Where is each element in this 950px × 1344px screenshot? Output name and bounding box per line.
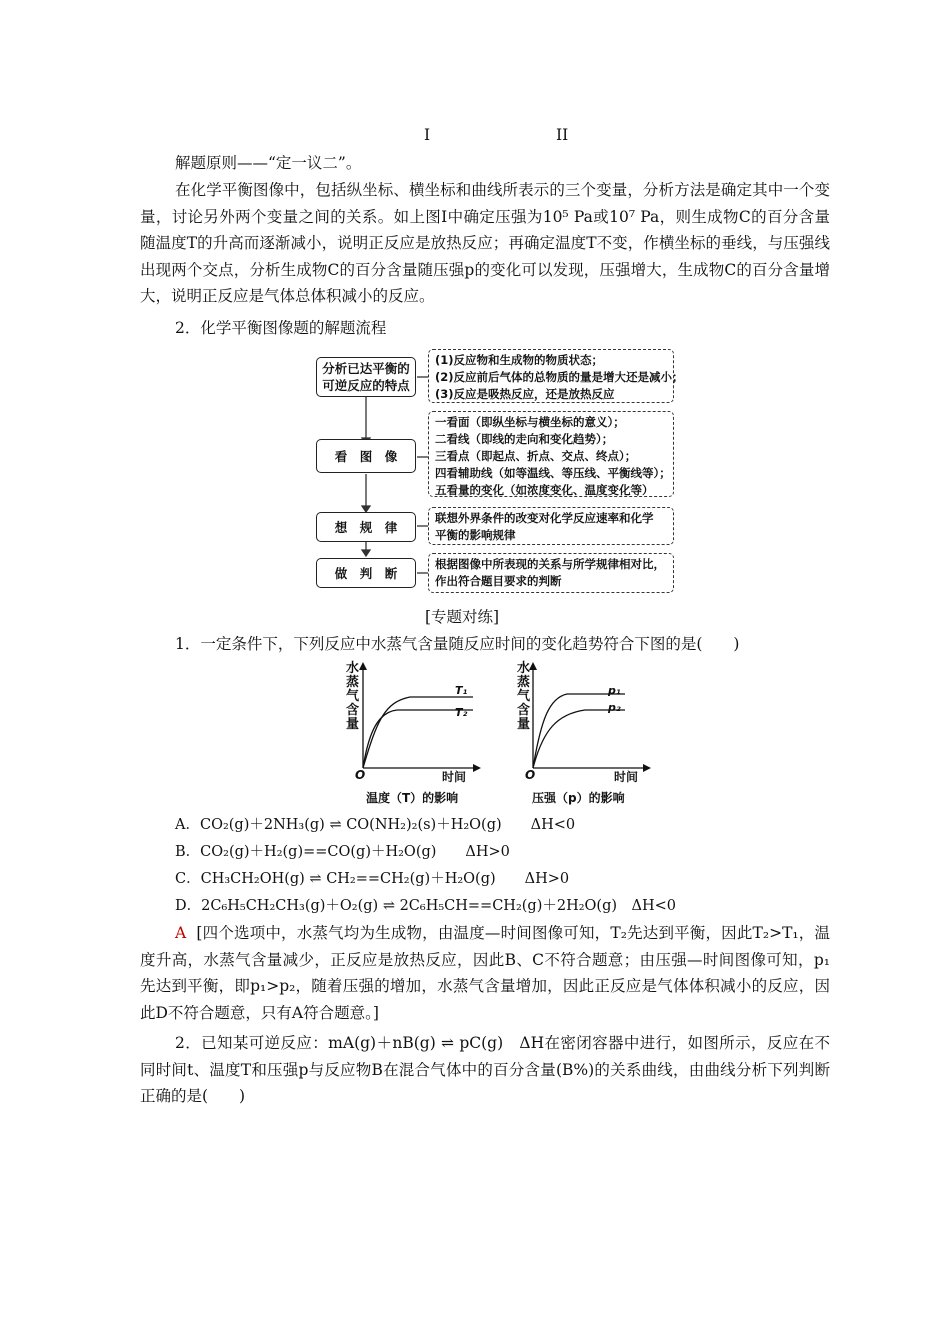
- q1-option-c: C．CH₃CH₂OH(g) ⇌ CH₂==CH₂(g)＋H₂O(g) ΔH>0: [175, 871, 570, 887]
- chart1-series-t1: T₁: [455, 684, 468, 697]
- q1-stem: 1．一定条件下，下列反应中水蒸气含量随反应时间的变化趋势符合下图的是( ): [175, 635, 740, 653]
- figure-label-ii: II: [556, 126, 569, 144]
- q1-answer-block: [140, 920, 830, 1026]
- chart1-xlabel: 时间: [442, 770, 467, 784]
- chart1-plot: [355, 660, 485, 780]
- q1-option-a: A．CO₂(g)＋2NH₃(g) ⇌ CO(NH₂)₂(s)＋H₂O(g) ΔH<0: [175, 817, 576, 833]
- flow-details-look-graph: 一看面（即纵坐标与横坐标的意义）； 二看线（即线的走向和变化趋势）； 三看点（即起点、折点、交点、终点）； 四看辅助线（如等温线、等压线、平衡线等）； 五看量的变化（如浓度变化、温度变化等）: [428, 411, 674, 497]
- chart2-xlabel: 时间: [614, 770, 639, 784]
- chart2-plot: [525, 660, 655, 780]
- flow-details-think-rule: 联想外界条件的改变对化学反应速率和化学 平衡的影响规律: [428, 507, 674, 545]
- figure-label-i: I: [424, 126, 431, 144]
- chart2-ylabel: 水蒸气含量: [517, 661, 531, 732]
- flow-details-judge: 根据图像中所表现的关系与所学规律相对比， 作出符合题目要求的判断: [428, 553, 674, 593]
- q1-answer: A: [175, 924, 187, 942]
- chart1-ylabel: 水蒸气含量: [346, 661, 360, 732]
- chart2-series-p2: p₂: [608, 701, 621, 714]
- chart1-series-t2: T₂: [455, 706, 468, 719]
- section2-title: 2．化学平衡图像题的解题流程: [175, 319, 387, 337]
- q2-stem: 2．已知某可逆反应：mA(g)＋nB(g) ⇌ pC(g) ΔH在密闭容器中进行，如图所示，反应在不同时间t、温度T和压强p与反应物B在混合气体中的百分含量(B%)的关系曲线，由曲线分析下列判断正确的是( ): [140, 1034, 830, 1105]
- chart2-origin: O: [525, 768, 536, 782]
- q1-option-b: B．CO₂(g)＋H₂(g)==CO(g)＋H₂O(g) ΔH>0: [175, 844, 510, 860]
- flow-step-judge: 做 判 断: [316, 558, 416, 588]
- practice-heading: [专题对练]: [425, 608, 500, 626]
- flow-step-think-rule: 想 规 律: [316, 512, 416, 542]
- flow-details-analyze: (1)反应物和生成物的物质状态； (2)反应前后气体的总物质的量是增大还是减小； (3)反应是吸热反应，还是放热反应: [428, 349, 674, 403]
- chart2-caption: 压强（p）的影响: [532, 791, 625, 805]
- chart1-caption: 温度（T）的影响: [366, 791, 459, 805]
- q1-explanation: [四个选项中，水蒸气均为生成物，由温度—时间图像可知，T₂先达到平衡，因此T₂>T₁，温度升高，水蒸气含量减少，正反应是放热反应，因此B、C不符合题意；由压强—时间图像可知，p₁先达到平衡，即p₁>p₂，随着压强的增加，水蒸气含量增加，因此正反应是气体体积减小的反应，因此D不符合题意，只有A符合题意。]: [140, 924, 830, 1022]
- chart2-series-p1: p₁: [608, 684, 621, 697]
- q1-option-d: D．2C₆H₅CH₂CH₃(g)＋O₂(g) ⇌ 2C₆H₅CH==CH₂(g)＋2H₂O(g) ΔH<0: [175, 898, 677, 914]
- chart1-origin: O: [355, 768, 366, 782]
- flow-step-analyze: 分析已达平衡的可逆反应的特点: [316, 357, 416, 397]
- principle-paragraph: 在化学平衡图像中，包括纵坐标、横坐标和曲线所表示的三个变量，分析方法是确定其中一个变量，讨论另外两个变量之间的关系。如上图Ⅰ中确定压强为10⁵ Pa或10⁷ Pa，则生成物C的百分含量随温度T的升高而逐渐减小，说明正反应是放热反应；再确定温度T不变，作横坐标的垂线，与压强线出现两个交点，分析生成物C的百分含量随压强p的变化可以发现，压强增大，生成物C的百分含量增大，说明正反应是气体总体积减小的反应。: [140, 181, 830, 305]
- flow-step-look-graph: 看 图 像: [316, 439, 416, 473]
- principle-heading: 解题原则——“定一议二”。: [175, 154, 362, 172]
